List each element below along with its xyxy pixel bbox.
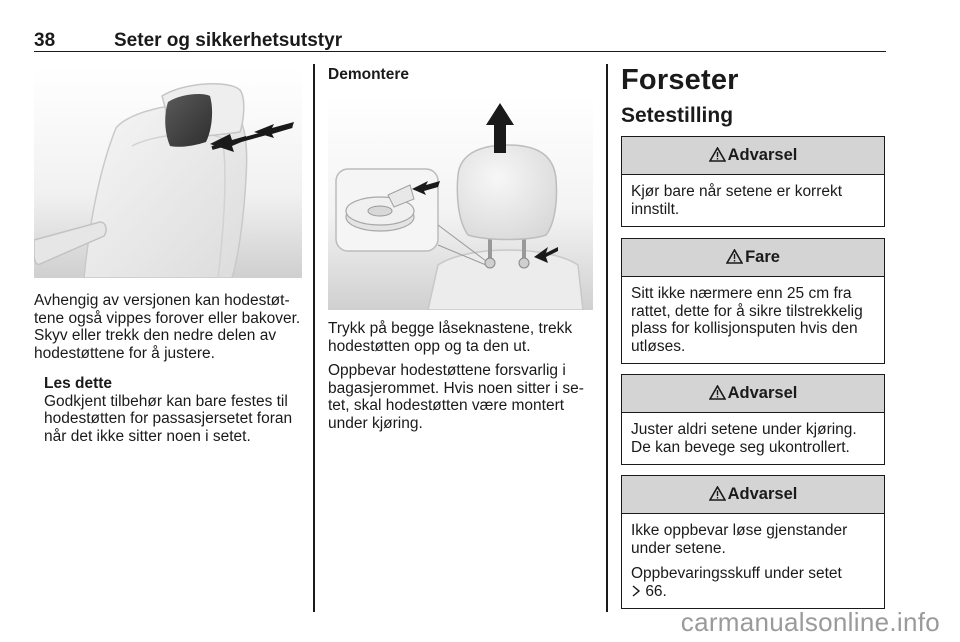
reference-arrow-icon [631, 585, 641, 597]
section-subtitle: Setestilling [621, 104, 734, 127]
warning-box-body [622, 413, 884, 464]
warning-box [621, 475, 885, 609]
warning-box-header [622, 375, 884, 413]
danger-box [621, 238, 885, 364]
running-title: Seter og sikkerhetsutstyr [114, 30, 343, 51]
tilt-instructions: Avhengig av versjonen kan hodestøttene også vippes forover eller bakover. Skyv eller trekk den nedre delen av hodestøttene for å justere. [34, 292, 301, 362]
warning-box-header [622, 137, 884, 175]
warning-box-text [631, 565, 875, 600]
page-reference-link[interactable]: 66. [645, 582, 667, 600]
danger-box-header [622, 239, 884, 277]
note-title: Les dette [44, 375, 113, 392]
page-number: 38 [34, 30, 56, 51]
storage-instructions: Oppbevar hodestøttene forsvarlig i bagasjerommet. Hvis noen sitter i setet, skal hodestøtten være montert under kjøring. [328, 362, 584, 432]
warning-triangle-icon [709, 147, 726, 162]
storage-drawer-text: Oppbevaringsskuff under setet [631, 565, 842, 582]
warning-box-text: Ikke oppbevar løse gjenstander under setene. [631, 522, 848, 557]
warning-triangle-icon [709, 486, 726, 501]
warning-triangle-icon [709, 385, 726, 400]
warning-box-label: Advarsel [727, 146, 798, 164]
warning-box-body [622, 514, 884, 608]
column-divider [313, 64, 315, 612]
warning-box [621, 374, 885, 465]
danger-box-label: Fare [745, 248, 780, 266]
warning-box-label: Advarsel [727, 485, 798, 503]
warning-box-body [622, 175, 884, 226]
column-divider [606, 64, 608, 612]
warning-box-text: Kjør bare når setene er korrekt innstilt. [631, 183, 843, 218]
headrest-removal-illustration [328, 95, 593, 310]
removal-instructions: Trykk på begge låseknastene, trekk hodestøtten opp og ta den ut. [328, 320, 573, 355]
page-header [34, 30, 886, 52]
warning-box [621, 136, 885, 227]
danger-box-text: Sitt ikke nærmere enn 25 cm fra rattet, dette for å sikre tilstrekkelig plass for kollisjonsputen hvis den utløses. [631, 285, 863, 355]
section-heading-remove: Demontere [328, 66, 409, 83]
headrest-tilt-illustration [34, 68, 302, 278]
warning-box-header [622, 476, 884, 514]
warning-box-label: Advarsel [727, 384, 798, 402]
watermark: carmanualsonline.info [680, 607, 940, 637]
warning-box-text: Juster aldri setene under kjøring. De kan bevege seg ukontrollert. [631, 421, 857, 456]
danger-box-body [622, 277, 884, 363]
note-block [44, 375, 306, 445]
note-text: Godkjent tilbehør kan bare festes til hodestøtten for passasjersetet foran når det ikke sitter noen i setet. [44, 392, 293, 445]
warning-triangle-icon [726, 249, 743, 264]
section-title: Forseter [621, 64, 739, 96]
